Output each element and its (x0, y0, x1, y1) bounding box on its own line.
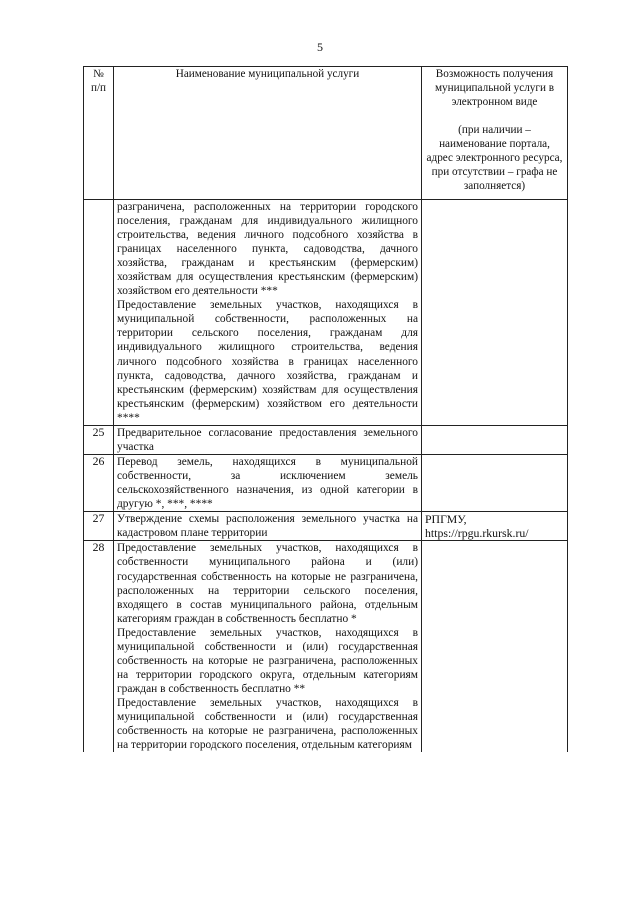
service-name-paragraph: Перевод земель, находящихся в муниципальной собственности, за исключением земель сельскохозяйственного назначения, из одной категории в другую *, ***, **** (117, 455, 418, 510)
row-number (84, 200, 114, 426)
table-row (84, 541, 568, 752)
service-name-cell (114, 200, 422, 426)
electronic-availability-cell: РПГМУ, https://rpgu.rkursk.ru/ (422, 512, 568, 541)
services-table (83, 66, 568, 752)
row-number: 26 (84, 454, 114, 511)
service-name-cell (114, 425, 422, 454)
service-name-paragraph: разграничена, расположенных на территории городского поселения, гражданам для индивидуального жилищного строительства, ведения личного подсобного хозяйства в границах населенного пункта, садоводства, дачного хозяйства, гражданам и крестьянским (фермерским) хозяйствам для осуществления крестьянским (фермерским) хозяйством его деятельности *** (117, 201, 418, 298)
electronic-availability-cell (422, 541, 568, 752)
service-name-paragraph: Предоставление земельных участков, находящихся в собственности муниципального района и (или) государственная собственность на которые не разграничена, расположенных на территории сельского поселения, входящего в состав муниципального района, отдельным категориям граждан в собственность бесплатно * (117, 542, 418, 625)
service-name-cell (114, 541, 422, 752)
table-row (84, 200, 568, 426)
table-row (84, 512, 568, 541)
service-name-paragraph: Утверждение схемы расположения земельного участка на кадастровом плане территории (117, 513, 418, 540)
electronic-availability-cell (422, 200, 568, 426)
header-service-name (114, 67, 422, 200)
service-name-cell (114, 512, 422, 541)
service-name-paragraph: Предоставление земельных участков, находящихся в муниципальной собственности и (или) государственная собственность на которые не разграничена, расположенных на территории городского поселения, отдельным категориям (117, 696, 418, 752)
page-number: 5 (317, 40, 323, 54)
row-number: 28 (84, 541, 114, 752)
header-service-name-label: Наименование муниципальной услуги (175, 68, 360, 80)
service-name-paragraph: Предоставление земельных участков, находящихся в муниципальной собственности и (или) государственная собственность на которые не разграничена, расположенных на территории городского округа, отдельным категориям граждан в собственность бесплатно ** (117, 626, 418, 695)
header-electronic-note: (при наличии – наименование портала, адрес электронного ресурса, при отсутствии – графа не заполняется) (426, 123, 563, 193)
table-row (84, 425, 568, 454)
header-electronic-label: Возможность получения муниципальной услуги в электронном виде (434, 68, 555, 109)
service-name-paragraph: Предоставление земельных участков, находящихся в муниципальной собственности, расположенных на территории сельского поселения, гражданам для индивидуального жилищного строительства, ведения личного подсобного хозяйства в границах населенного пункта, садоводства, дачного хозяйства, гражданам и крестьянским (фермерским) хозяйствам для осуществления крестьянским (фермерским) хозяйством его деятельности **** (117, 299, 418, 424)
service-name-cell (114, 454, 422, 511)
row-number: 27 (84, 512, 114, 541)
table-row (84, 454, 568, 511)
electronic-availability-cell (422, 425, 568, 454)
electronic-availability-cell (422, 454, 568, 511)
header-electronic (422, 67, 568, 200)
header-row (84, 67, 568, 200)
row-number: 25 (84, 425, 114, 454)
service-name-paragraph: Предварительное согласование предоставления земельного участка (117, 426, 418, 453)
header-number-label: № п/п (90, 68, 107, 95)
header-number (84, 67, 114, 200)
